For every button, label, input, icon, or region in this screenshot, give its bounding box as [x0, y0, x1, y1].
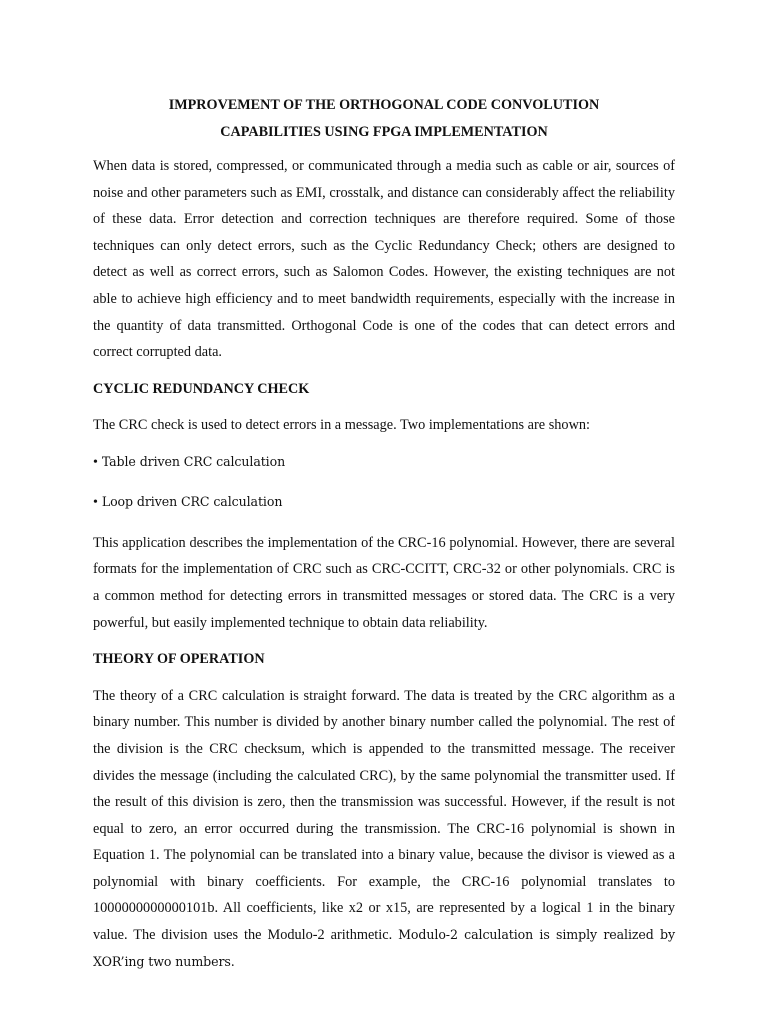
- list-item: [93, 449, 675, 477]
- bullet-symbol: •: [93, 454, 98, 470]
- theory-body-text: The theory of a CRC calculation is straight forward. The data is treated by the CRC algorithm as a binary number. This number is divided by another binary number called the polynomial. The rest of the division is the CRC checksum, which is appended to the transmitted message. The receiver divides the message (including the calculated CRC), by the same polynomial the transmitter used. If the result of this division is zero, then the transmission was successful. However, if the result is not equal to zero, an error occurred during the transmission. The CRC-16 polynomial is shown in Equation 1. The polynomial can be translated into a binary value, because the divisor is viewed as a polynomial with binary coefficients. For example, the CRC-16 polynomial translates to 1000000000000101b. All coefficients, like x2 or x15, are represented by a logical 1 in the binary value. The division uses the Modulo-2 arithmetic.: [93, 687, 675, 944]
- title-line-1: IMPROVEMENT OF THE ORTHOGONAL CODE CONVOLUTION: [168, 97, 600, 113]
- crc-intro-paragraph: The CRC check is used to detect errors in a message. Two implementations are shown:: [93, 417, 591, 434]
- list-item-text: Loop driven CRC calculation: [101, 494, 283, 510]
- crc-body-paragraph: This application describes the implementation of the CRC-16 polynomial. However, there are several formats for the implementation of CRC such as CRC-CCITT, CRC-32 or other polynomials. CRC is a common method for detecting errors in transmitted messages or stored data. The CRC is a very powerful, but easily implemented technique to obtain data reliability.: [93, 534, 675, 631]
- title-line-2: CAPABILITIES USING FPGA IMPLEMENTATION: [220, 123, 548, 140]
- document-page: [93, 92, 675, 975]
- list-item-text: Table driven CRC calculation: [101, 453, 286, 469]
- theory-last-line: Modulo-2 calculation is simply realized by XOR’ing two numbers.: [93, 927, 675, 969]
- list-item: [93, 489, 675, 517]
- document-title: [93, 92, 675, 145]
- section-heading-crc: CYCLIC REDUNDANCY CHECK: [93, 380, 310, 397]
- bullet-symbol: •: [93, 495, 98, 511]
- theory-paragraph: [93, 683, 675, 976]
- section-heading-theory: THEORY OF OPERATION: [93, 651, 265, 668]
- intro-paragraph: When data is stored, compressed, or communicated through a media such as cable or air, sources of noise and other parameters such as EMI, crosstalk, and distance can considerably affect the reliability of these data. Error detection and correction techniques are therefore required. Some of those techniques can only detect errors, such as the Cyclic Redundancy Check; others are designed to detect as well as correct errors, such as Salomon Codes. However, the existing techniques are not able to achieve high efficiency and to meet bandwidth requirements, especially with the increase in the quantity of data transmitted. Orthogonal Code is one of the codes that can detect errors and correct corrupted data.: [93, 158, 675, 361]
